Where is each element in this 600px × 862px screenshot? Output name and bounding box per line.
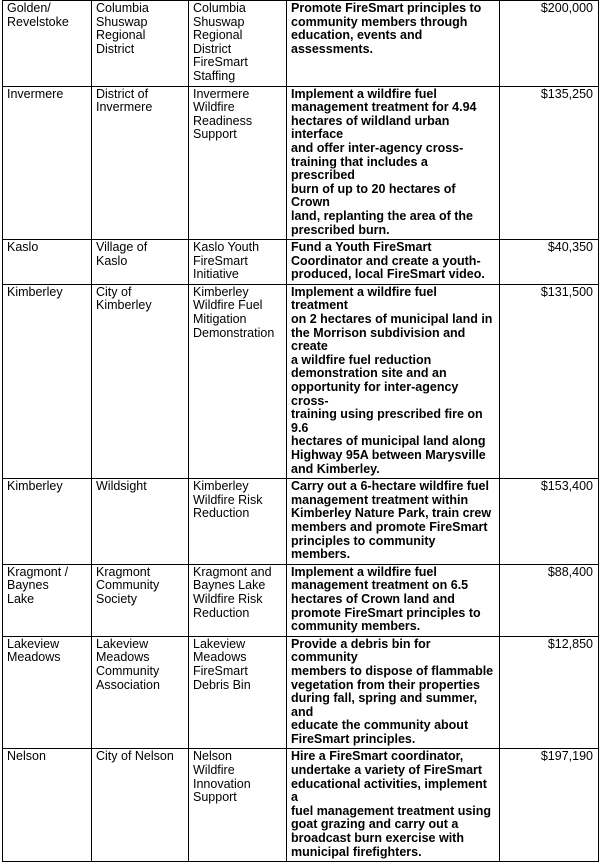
amount-cell: $40,350 bbox=[500, 240, 599, 285]
project-cell: Lakeview Meadows FireSmart Debris Bin bbox=[189, 636, 287, 749]
description-cell: Carry out a 6-hectare wildfire fuel management treatment within Kimberley Nature Park, train crew members and promote FireSmart principles to community members. bbox=[287, 479, 500, 565]
applicant-cell: City of Kimberley bbox=[92, 284, 189, 478]
amount-cell: $12,850 bbox=[500, 636, 599, 749]
project-cell: Invermere Wildfire Readiness Support bbox=[189, 86, 287, 240]
description-cell: Implement a wildfire fuel treatment on 2 hectares of municipal land in the Morrison subdivision and create a wildfire fuel reduction demonstration site and an opportunity for inter-agency cross- training using prescribed fire on 9.6 hectares of municipal land along Highway 95A between Marysville and Kimberley. bbox=[287, 284, 500, 478]
grants-table bbox=[2, 0, 599, 862]
applicant-cell: Wildsight bbox=[92, 479, 189, 565]
project-cell: Kragmont and Baynes Lake Wildfire Risk Reduction bbox=[189, 564, 287, 636]
table-row bbox=[3, 479, 599, 565]
community-cell: Kragmont / Baynes Lake bbox=[3, 564, 92, 636]
community-cell: Kimberley bbox=[3, 284, 92, 478]
description-cell: Promote FireSmart principles to community members through education, events and assessments. bbox=[287, 1, 500, 87]
table-row bbox=[3, 749, 599, 862]
amount-cell: $197,190 bbox=[500, 749, 599, 862]
applicant-cell: Village of Kaslo bbox=[92, 240, 189, 285]
amount-cell: $153,400 bbox=[500, 479, 599, 565]
applicant-cell: Kragmont Community Society bbox=[92, 564, 189, 636]
amount-cell: $88,400 bbox=[500, 564, 599, 636]
applicant-cell: Columbia Shuswap Regional District bbox=[92, 1, 189, 87]
project-cell: Kimberley Wildfire Fuel Mitigation Demonstration bbox=[189, 284, 287, 478]
table-row bbox=[3, 564, 599, 636]
community-cell: Nelson bbox=[3, 749, 92, 862]
amount-cell: $131,500 bbox=[500, 284, 599, 478]
community-cell: Kaslo bbox=[3, 240, 92, 285]
project-cell: Nelson Wildfire Innovation Support bbox=[189, 749, 287, 862]
project-cell: Kaslo Youth FireSmart Initiative bbox=[189, 240, 287, 285]
table-row bbox=[3, 240, 599, 285]
description-cell: Fund a Youth FireSmart Coordinator and create a youth- produced, local FireSmart video. bbox=[287, 240, 500, 285]
amount-cell: $135,250 bbox=[500, 86, 599, 240]
community-cell: Golden/ Revelstoke bbox=[3, 1, 92, 87]
community-cell: Lakeview Meadows bbox=[3, 636, 92, 749]
description-cell: Implement a wildfire fuel management treatment for 4.94 hectares of wildland urban interface and offer inter-agency cross- training that includes a prescribed burn of up to 20 hectares of Crown land, replanting the area of the prescribed burn. bbox=[287, 86, 500, 240]
grants-table-body bbox=[3, 1, 599, 862]
table-row bbox=[3, 636, 599, 749]
amount-cell: $200,000 bbox=[500, 1, 599, 87]
applicant-cell: Lakeview Meadows Community Association bbox=[92, 636, 189, 749]
description-cell: Implement a wildfire fuel management treatment on 6.5 hectares of Crown land and promote FireSmart principles to community members. bbox=[287, 564, 500, 636]
applicant-cell: City of Nelson bbox=[92, 749, 189, 862]
project-cell: Kimberley Wildfire Risk Reduction bbox=[189, 479, 287, 565]
project-cell: Columbia Shuswap Regional District FireSmart Staffing bbox=[189, 1, 287, 87]
table-row bbox=[3, 86, 599, 240]
table-row bbox=[3, 284, 599, 478]
applicant-cell: District of Invermere bbox=[92, 86, 189, 240]
community-cell: Kimberley bbox=[3, 479, 92, 565]
table-row bbox=[3, 1, 599, 87]
description-cell: Provide a debris bin for community members to dispose of flammable vegetation from their properties during fall, spring and summer, and educate the community about FireSmart principles. bbox=[287, 636, 500, 749]
community-cell: Invermere bbox=[3, 86, 92, 240]
description-cell: Hire a FireSmart coordinator, undertake a variety of FireSmart educational activities, implement a fuel management treatment using goat grazing and carry out a broadcast burn exercise with municipal firefighters. bbox=[287, 749, 500, 862]
